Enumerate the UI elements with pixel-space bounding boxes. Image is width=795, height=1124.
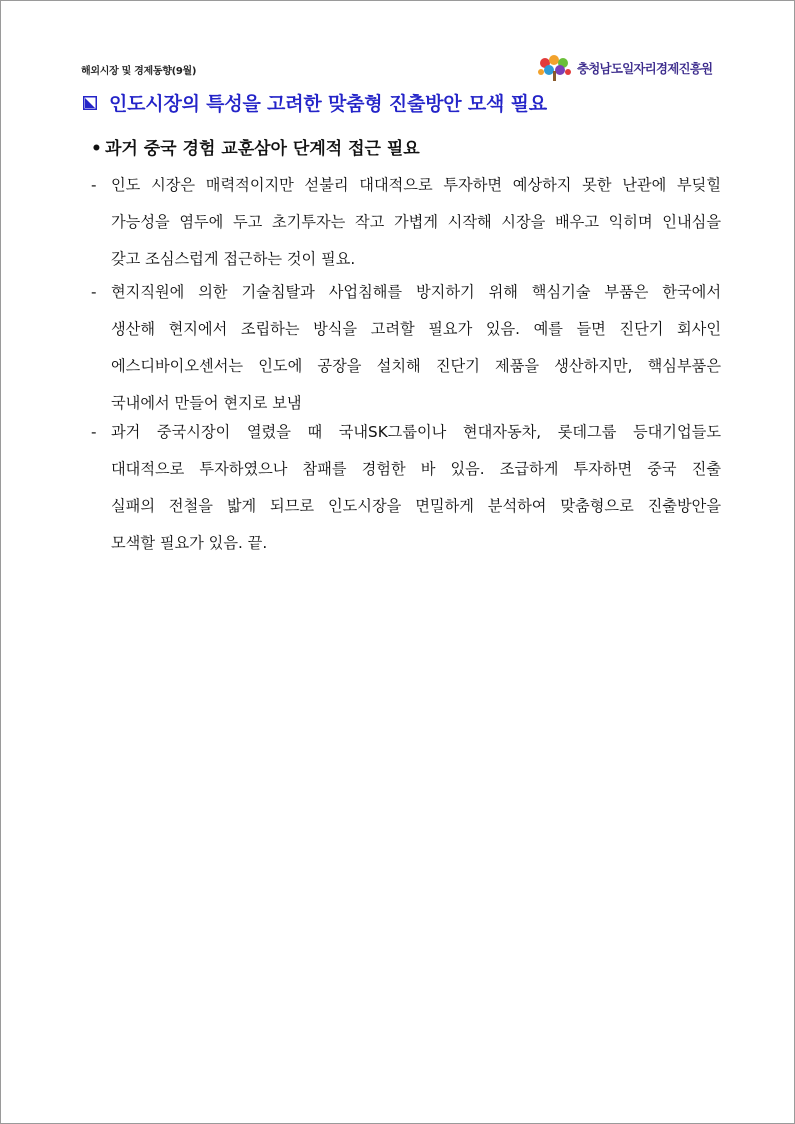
tree-logo-icon [537,54,573,82]
paragraph-1 [91,167,721,278]
paragraph-2 [91,274,721,422]
paragraph-line [91,204,721,241]
paragraph-line [91,311,721,348]
organization-logo [537,54,737,82]
paragraph-line [91,451,721,488]
paragraph-text: 대대적으로 투자하였으나 참패를 경험한 바 있음. 조급하게 투자하면 중국 진출 [111,460,721,478]
paragraph-line [91,241,721,278]
paragraph-text: 가능성을 염두에 두고 초기투자는 작고 가볍게 시작해 시장을 배우고 익히며 인내심을 [111,213,721,231]
paragraph-text: 에스디바이오센서는 인도에 공장을 설치해 진단기 제품을 생산하지만, 핵심부품은 [111,357,721,375]
paragraph-line [91,414,721,451]
paragraph-line [91,348,721,385]
section-heading [83,89,547,116]
paragraph-line [91,488,721,525]
dash-marker: - [91,423,97,441]
paragraph-text: 실패의 전철을 밟게 되므로 인도시장을 면밀하게 분석하여 맞춤형으로 진출방안을 [111,497,721,515]
header-report-title: 해외시장 및 경제동향(9월) [81,66,197,77]
paragraph-text: 국내에서 만들어 현지로 보냄 [111,394,302,412]
dash-marker: - [91,176,97,194]
paragraph-text: 현지직원에 의한 기술침탈과 사업침해를 방지하기 위해 핵심기술 부품은 한국에서 [111,283,721,301]
square-corner-icon [83,96,97,110]
dash-marker: - [91,283,97,301]
paragraph-text: 갖고 조심스럽게 접근하는 것이 필요. [111,250,356,268]
paragraph-line [91,167,721,204]
paragraph-text: 모색할 필요가 있음. 끝. [111,534,268,552]
paragraph-line [91,525,721,562]
paragraph-line [91,274,721,311]
paragraph-text: 생산해 현지에서 조립하는 방식을 고려할 필요가 있음. 예를 들면 진단기 회사인 [111,320,721,338]
paragraph-text: 인도 시장은 매력적이지만 섣불리 대대적으로 투자하면 예상하지 못한 난관에 부딪힐 [111,176,721,194]
paragraph-3 [91,414,721,562]
section-heading-text: 인도시장의 특성을 고려한 맞춤형 진출방안 모색 필요 [109,93,547,115]
paragraph-text: 과거 중국시장이 열렸을 때 국내SK그룹이나 현대자동차, 롯데그룹 등대기업들도 [111,423,721,441]
bullet-point: • [91,139,102,159]
subsection-heading-text: 과거 중국 경험 교훈삼아 단계적 접근 필요 [105,139,420,159]
subsection-heading [91,134,420,159]
organization-name: 충청남도일자리경제진흥원 [577,61,713,76]
